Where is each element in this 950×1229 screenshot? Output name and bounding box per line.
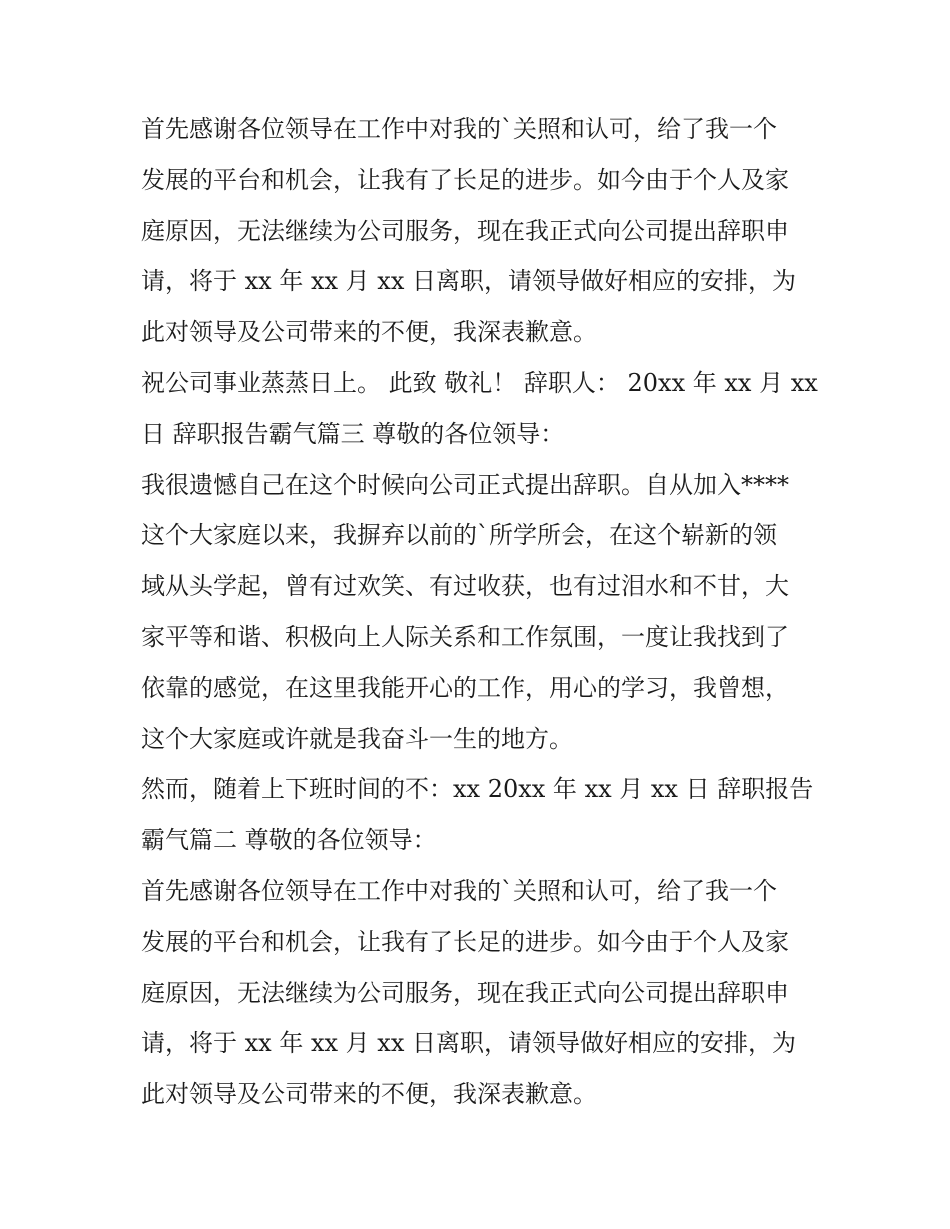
text-line: 请，将于 xx 年 xx 月 xx 日离职，请领导做好相应的安排，为 [141,1029,796,1058]
text-line: 这个大家庭或许就是我奋斗一生的地方。 [141,724,573,753]
text-line: 发展的平台和机会，让我有了长足的进步。如今由于个人及家 [141,927,789,956]
text-line: 首先感谢各位领导在工作中对我的`关照和认可，给了我一个 [141,115,777,143]
text-line: 日 辞职报告霸气篇三 尊敬的各位领导： [141,419,565,448]
text-line: 发展的平台和机会，让我有了长足的进步。如今由于个人及家 [141,165,789,194]
text-line: 祝公司事业蒸蒸日上。 此致 敬礼！ 辞职人： 20xx 年 xx 月 xx [141,368,818,397]
text-line: 请，将于 xx 年 xx 月 xx 日离职，请领导做好相应的安排，为 [141,267,796,296]
text-line: 庭原因，无法继续为公司服务，现在我正式向公司提出辞职申 [141,216,789,245]
text-line: 霸气篇二 尊敬的各位领导： [141,826,437,855]
text-line: 庭原因，无法继续为公司服务，现在我正式向公司提出辞职申 [141,978,789,1007]
document-body [141,104,821,1120]
text-line: 依靠的感觉，在这里我能开心的工作，用心的学习，我曾想， [141,673,789,702]
text-line: 此对领导及公司带来的不便，我深表歉意。 [141,318,597,347]
text-line: 首先感谢各位领导在工作中对我的`关照和认可，给了我一个 [141,876,777,905]
text-line: 域从头学起，曾有过欢笑、有过收获，也有过泪水和不甘，大 [141,572,789,601]
text-line: 我很遗憾自己在这个时候向公司正式提出辞职。自从加入**** [141,470,789,499]
text-line: 然而，随着上下班时间的不：xx 20xx 年 xx 月 xx 日 辞职报告 [141,775,814,804]
text-line: 此对领导及公司带来的不便，我深表歉意。 [141,1080,597,1109]
text-line: 家平等和谐、积极向上人际关系和工作氛围，一度让我找到了 [141,622,789,651]
text-line: 这个大家庭以来，我摒弃以前的`所学所会，在这个崭新的领 [141,521,777,550]
